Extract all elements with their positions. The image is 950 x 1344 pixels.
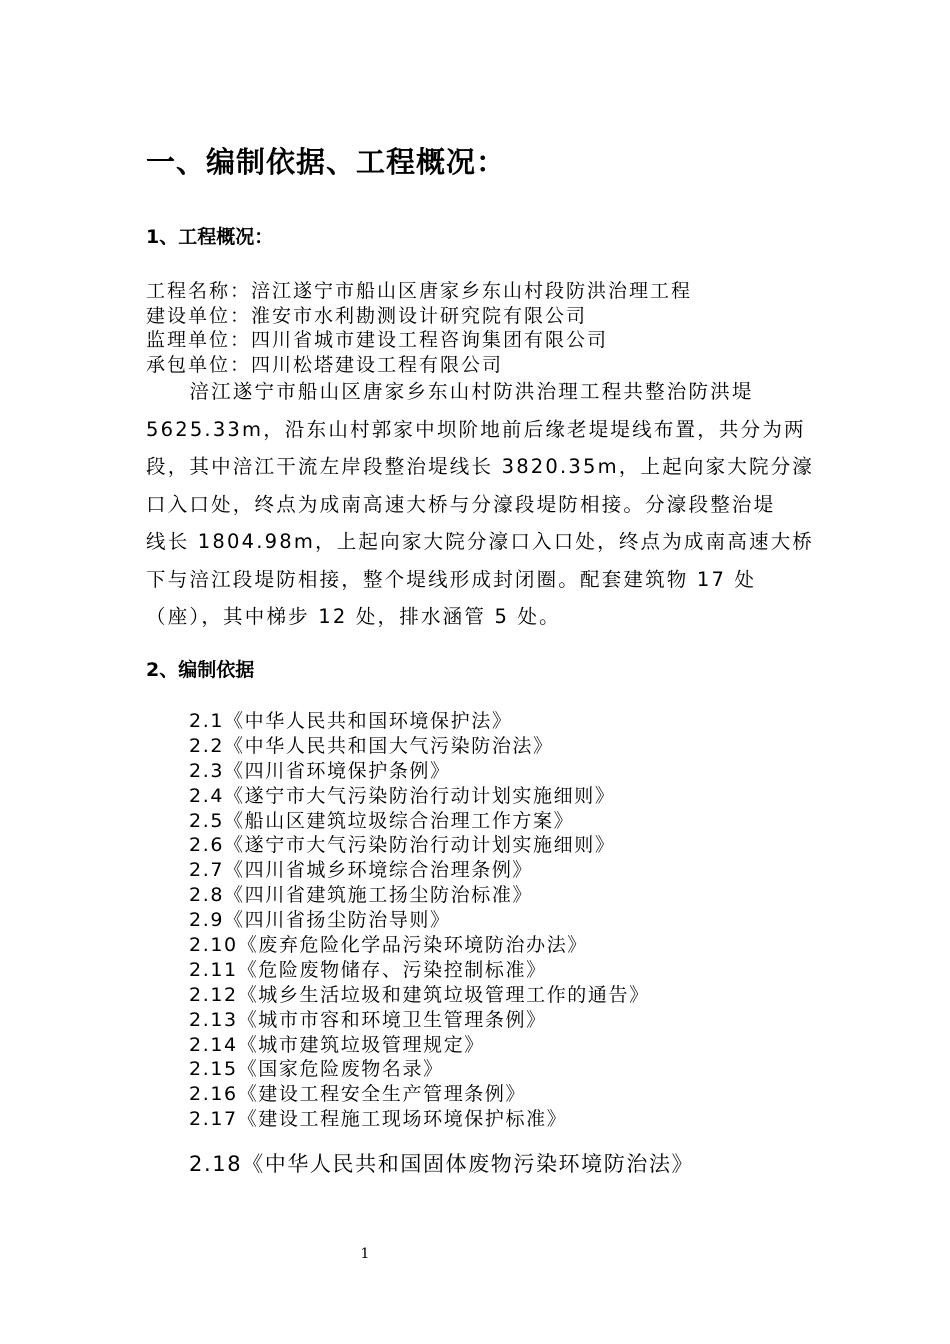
reference-list [189, 709, 650, 1132]
reference-item: 2.12《城乡生活垃圾和建筑垃圾管理工作的通告》 [189, 983, 650, 1006]
reference-item: 2.3《四川省环境保护条例》 [189, 759, 451, 782]
paragraph-line: 下与涪江段堤防相接，整个堤线形成封闭圈。配套建筑物 17 处 [146, 567, 757, 591]
paragraph-line: 口入口处，终点为成南高速大桥与分濠段堤防相接。分濠段整治堤 [146, 492, 776, 516]
reference-item: 2.13《城市市容和环境卫生管理条例》 [189, 1008, 547, 1031]
paragraph-line: 5625.33m，沿东山村郭家中坝阶地前后缘老堤堤线布置，共分为两 [146, 417, 806, 441]
section1-title: 1、工程概况： [146, 226, 274, 248]
reference-item: 2.5《船山区建筑垃圾综合治理工作方案》 [189, 809, 575, 832]
reference-item: 2.6《遂宁市大气污染防治行动计划实施细则》 [189, 834, 616, 857]
paragraph-line: 段，其中涪江干流左岸段整治堤线长 3820.35m，上起向家大院分濠 [146, 455, 815, 478]
info-line-builder: 建设单位：淮安市水利勘测设计研究院有限公司 [146, 304, 588, 327]
project-overview-paragraph [146, 373, 814, 636]
reference-item: 2.7《四川省城乡环境综合治理条例》 [189, 859, 534, 882]
paragraph-line: （座），其中梯步 12 处，排水涵管 5 处。 [146, 605, 561, 628]
project-info-block [146, 279, 692, 377]
reference-item: 2.8《四川省建筑施工扬尘防治标准》 [189, 884, 534, 907]
reference-item: 2.11《危险废物储存、污染控制标准》 [189, 958, 547, 981]
paragraph-line: 涪江遂宁市船山区唐家乡东山村防洪治理工程共整治防洪堤 [146, 380, 754, 403]
reference-item: 2.4《遂宁市大气污染防治行动计划实施细则》 [189, 784, 616, 807]
reference-item: 2.2《中华人民共和国大气污染防治法》 [189, 734, 554, 757]
main-heading: 一、编制依据、工程概况： [146, 145, 507, 179]
reference-item: 2.1《中华人民共和国环境保护法》 [189, 710, 513, 732]
reference-item: 2.14《城市建筑垃圾管理规定》 [189, 1033, 485, 1056]
reference-item: 2.10《废弃危险化学品污染环境防治办法》 [189, 934, 588, 957]
reference-item-last: 2.18《中华人民共和国固体废物污染环境防治法》 [189, 1152, 695, 1176]
page-number: 1 [360, 1246, 370, 1262]
paragraph-line: 线长 1804.98m，上起向家大院分濠口入口处，终点为成南高速大桥 [146, 530, 815, 553]
reference-item: 2.15《国家危险废物名录》 [189, 1058, 444, 1081]
reference-item: 2.16《建设工程安全生产管理条例》 [189, 1083, 527, 1106]
info-line-supervisor: 监理单位：四川省城市建设工程咨询集团有限公司 [146, 329, 609, 351]
info-line-project-name: 工程名称：涪江遂宁市船山区唐家乡东山村段防洪治理工程 [146, 280, 693, 302]
info-line-contractor: 承包单位：四川松塔建设工程有限公司 [146, 353, 504, 376]
section2-title: 2、编制依据 [146, 659, 255, 681]
reference-item: 2.17《建设工程施工现场环境保护标准》 [189, 1108, 568, 1131]
reference-item: 2.9《四川省扬尘防治导则》 [189, 909, 451, 932]
